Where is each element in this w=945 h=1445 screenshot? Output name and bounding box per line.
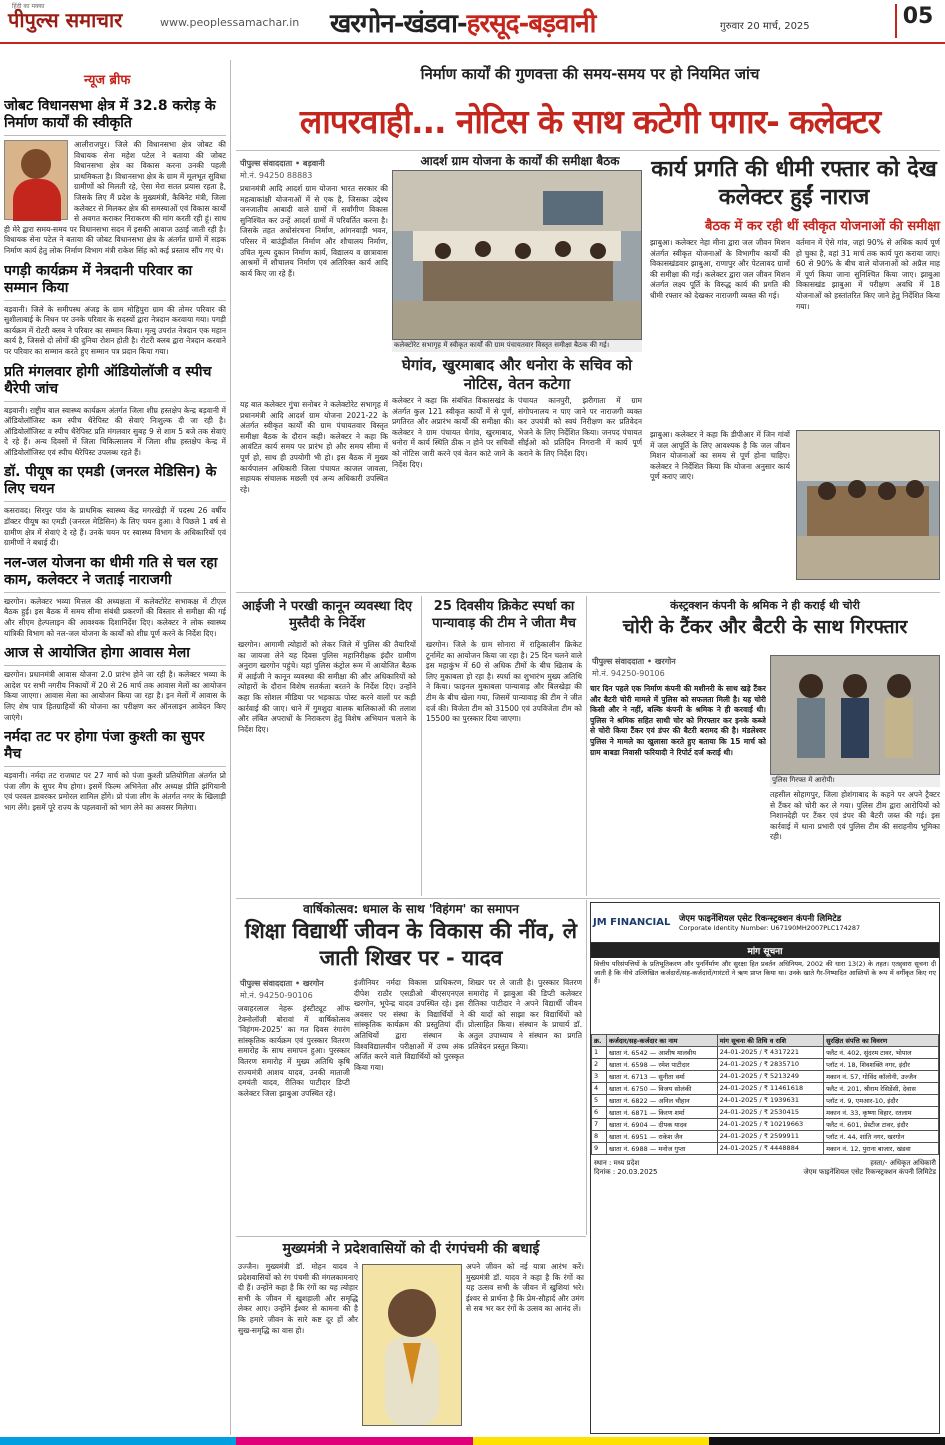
ad-table-cell: 7 [592, 1119, 607, 1131]
ad-table-cell: प्लॉट नं. 44, शांति नगर, खरगोन [824, 1131, 939, 1143]
edition-title [330, 4, 595, 40]
cm-headline: मुख्यमंत्री ने प्रदेशवासियों को दी रंगपंचमी की बधाई [282, 1241, 540, 1257]
brief-story-5 [4, 555, 226, 639]
ad-table-cell: 6 [592, 1107, 607, 1119]
cm-body-col1: उज्जैन। मुख्यमंत्री डॉ. मोहन यादव ने प्रदेशवासियों को रंग पंचमी की मंगलकामनाएं दी हैं। उन्होंने कहा है कि रंगों का यह त्योहार सभी के जीवन में खुशहाली और समृद्धि लेकर आए। उन्होंने ईश्वर से कामना की है कि हमारे जीवन के सारे कष्ट दूर हों और सुख-समृद्धि का वास हो। [238, 1262, 358, 1335]
ad-table-row [592, 1071, 939, 1083]
ad-company: जेएम फाइनेंशियल एसेट रिकन्स्ट्रक्शन कंपनी लिमिटेड [679, 914, 842, 924]
ad-table-cell: 24-01-2025 / ₹ 4317221 [717, 1047, 823, 1059]
ad-table-cell: खाता नं. 6750 — विजय सोलंकी [607, 1083, 718, 1095]
brief-body: बड़वानी। राष्ट्रीय बाल स्वास्थ्य कार्यक्रम अंतर्गत जिला शीघ्र हस्तक्षेप केन्द्र बड़वानी में ऑडियोलॉजिस्ट कम स्पीच थैरेपिस्ट की सेवाएं निःशुल्क दी जा रही है। ऑडियोलॉजिस्ट व स्पीच थैरेपिस्ट प्रति मंगलवार सुबह 9 से शाम 5 बजे तक सेवाएं दे रहे हैं। अन्य दिवसों में जिला चिकित्सालय में जिला शीघ्र हस्तक्षेप केन्द्र में ऑडियोलॉजिस्ट एवं स्पीच थैरेपिस्ट उपलब्ध रहते हैं। [4, 405, 226, 457]
color-swatch-magenta [236, 1437, 472, 1445]
ad-table-row [592, 1059, 939, 1071]
brief-story-1 [4, 98, 226, 257]
ad-table-cell: फ्लैट नं. 402, सुंदरम टावर, भोपाल [824, 1047, 939, 1059]
top-story-body-col2: यह बात कलेक्टर गुंचा सनोबर ने कलेक्टोरेट सभागृह में प्रधानमंत्री आदि आदर्श ग्राम योजना 2021-22 के अंतर्गत स्वीकृत कार्यों की ग्राम पंचायतवार विस्तृत समीक्षा बैठक के दौरान कही। कलेक्टर ने कहा कि आवंटित कार्य समय पर प्रारंभ हो और समय सीमा में पूर्ण हो, साथ ही उपयोगी भी हो। इस बैठक में मुख्य कार्यपालन अधिकारी जिला पंचायत काजल जावला, सहायक संचालक मछली एवं अन्य अधिकारी उपस्थित रहे। [240, 400, 388, 494]
registration-color-bar [0, 1437, 945, 1445]
ad-table-cell: खाता नं. 6542 — आशीष मालवीय [607, 1047, 718, 1059]
ad-table-cell: प्लॉट नं. 9, एमआर-10, इंदौर [824, 1095, 939, 1107]
brief-story-7 [4, 729, 226, 813]
brief-story-2 [4, 263, 226, 358]
ad-table-row [592, 1047, 939, 1059]
ad-table-cell: 24-01-2025 / ₹ 10219663 [717, 1119, 823, 1131]
ad-table-cell: 24-01-2025 / ₹ 2530415 [717, 1107, 823, 1119]
brief-story-3 [4, 364, 226, 459]
brief-body: बड़वानी। जिले के समीपस्थ अंजड़ के ग्राम मोहिपुरा ग्राम की तोमर परिवार की सुशीलाबाई के निधन पर उनके परिवार के सदस्यों द्वारा नेत्रदान करवाया गया। पगड़ी कार्यक्रम में रोटरी क्लब ने परिवार का सम्मान किया। मृत्यु उपरांत नेत्रदान एक महान कार्य है, जिससे दो लोगों की दुनिया रोशन होती है। रोटरी क्लब द्वारा नेत्रदान करवाने पर परिवार का सम्मान करते हुए सम्मान पत्र प्रदान किया गया। [4, 304, 226, 356]
arrest-photo-caption: पुलिस गिरफ्त में आरोपी। [770, 775, 940, 787]
top-story-banner: लापरवाही... नोटिस के साथ कटेगी पगार- कलेक्टर [299, 102, 881, 141]
ad-cin: Corporate Identity Number: U67190MH2007PLC174287 [679, 924, 861, 932]
column-divider [421, 596, 422, 896]
mla-portrait [4, 140, 68, 220]
page-number: 05 [895, 4, 939, 38]
brand-logo: पीपुल्स समाचार [8, 8, 123, 32]
meeting-photo-caption: कलेक्टोरेट सभागृह में स्वीकृत कार्यों की ग्राम पंचायतवार विस्तृत समीक्षा बैठक की गई। [392, 340, 642, 352]
ad-table-cell: खाता नं. 6988 — मनोज गुप्ता [607, 1143, 718, 1155]
ad-table-cell: फ्लैट नं. 601, प्रेस्टीज टावर, इंदौर [824, 1119, 939, 1131]
review-subhead: बैठक में कर रही थीं स्वीकृत योजनाओं की समीक्षा [705, 219, 940, 234]
ad-intro: वित्तीय परिसंपत्तियों के प्रतिभूतिकरण और पुनर्निर्माण और सुरक्षा हित प्रवर्तन अधिनियम, 2002 की धारा 13(2) के तहत। एतद्द्वारा सूचना दी जाती है कि नीचे उल्लिखित कर्जदारों/सह-कर्जदारों/गारंटरों ने ऋण प्राप्त किया था। उनके खाते गैर-निष्पादित आस्तियों के रूप में वर्गीकृत किए गए हैं। [594, 960, 936, 985]
notice-body-col1: कलेक्टर ने कहा कि संबंधित विकासखंड के अंतर्गत कुल 121 स्वीकृत कार्यों में से पूर्ण, प्रगतिरत और अप्रारंभ कार्यों की समीक्षा की। कलेक्टर ने ग्राम पंचायत घेगांव, खुरमाबाद, धनोरा में कार्य स्थिति ठीक न होने पर सचिवों को नोटिस जारी करने एवं वेतन काटे जाने के निर्देश दिए। [392, 396, 514, 469]
brief-story-6 [4, 645, 226, 723]
brief-body: खरगोन। प्रधानमंत्री आवास योजना 2.0 प्रारंभ होने जा रही है। कलेक्टर भव्या के आदेश पर सभी नगरीय निकायों में 20 से 26 मार्च तक आवास मेलों का आयोजन किया जाएगा। आवास मेला का आयोजन किया जा रहा है। इन मेलों में आवास के लिए शेष पात्र हितग्राहियों की योजना का परीक्षण कर ऑनलाइन आवेदन किए जाएंगे। [4, 670, 226, 722]
ad-table-cell: फ्लैट नं. 201, श्रीराम रेसिडेंसी, देवास [824, 1083, 939, 1095]
ad-table-row [592, 1143, 939, 1155]
ad-table-cell: खाता नं. 6904 — दीपक यादव [607, 1119, 718, 1131]
rule [236, 1236, 586, 1237]
vigyan-headline: शिक्षा विद्यार्थी जीवन के विकास की नींव, ले जाती शिखर पर - यादव [245, 919, 577, 970]
ad-table-cell: 24-01-2025 / ₹ 1939631 [717, 1095, 823, 1107]
color-swatch-cyan [0, 1437, 236, 1445]
ad-table-row [592, 1095, 939, 1107]
arrest-illustration [771, 656, 939, 774]
ad-table-cell: 3 [592, 1071, 607, 1083]
ad-table-cell: 9 [592, 1143, 607, 1155]
jm-financial-ad [590, 902, 940, 1434]
column-divider [230, 60, 231, 1435]
ad-table-cell: खाता नं. 6713 — सुनीता वर्मा [607, 1071, 718, 1083]
brief-body: आलीराजपुर। जिले की विधानसभा क्षेत्र जोबट की विधायक सेना महेश पटेल ने बताया की जोबट विधानसभा क्षेत्र का विकास करना उनकी पहली प्राथमिकता है। विधानसभा क्षेत्र के ग्राम में मूलभूत सुविधा ग्रामीणों को मिलती रहे, ऐसा मेरा सतत प्रयास रहता है, जिसके लिए मैं प्रदेश के मुख्यमंत्री, कैबिनेट मंत्री, जिला कलेक्टर से मिलकर क्षेत्र की समस्याओं एवं विकास कार्यों से अवगत कराकर निराकरण की मांग करती रही हूं। साथ ही मेरे द्वारा समय-समय पर विधानसभा सदन में इसकी आवाज उठाई जाती रही है। विधायक सेना पटेल ने बताया की जोबट विधानसभा क्षेत्र के अंतर्गत ग्रामों में सड़क निर्माण कार्य हेतु लोक निर्माण विभाग मंत्री राकेश सिंह को कई प्रस्ताव सौंप गए थे। [4, 140, 226, 255]
theft-headline: चोरी के टैंकर और बैटरी के साथ गिरफ्तार [622, 616, 908, 638]
ad-table [591, 1034, 939, 1155]
rule [236, 592, 940, 593]
notice-body-col2: पंचायत कानपुरी, झरीगाता में ग्राम संगोपनालय न पाए जाने पर नाराजगी व्यक्त कर उपयंत्री को स्वयं निरीक्षण कर प्रतिवेदन भेजने के लिए निर्देशित किया। जनपद पंचायत सीईओ को प्रतिदिन निगरानी में कार्य पूर्ण कराने के लिए निर्देश दिए। [518, 396, 642, 458]
ad-table-cell: 2 [592, 1059, 607, 1071]
ad-table-cell: खाता नं. 6822 — अनिल चौहान [607, 1095, 718, 1107]
vigyan-byline: पीपुल्स संवाददाता • खरगोन [240, 979, 324, 988]
vigyan-mobile: मो.नं. 94250-90106 [240, 991, 313, 1000]
ad-table-row [592, 1107, 939, 1119]
ad-table-cell: खाता नं. 6871 — किरण शर्मा [607, 1107, 718, 1119]
edition-part2: हरसूद-बड़वानी [466, 9, 596, 39]
ad-table-body [592, 1047, 939, 1155]
notice-body-col3: झाबुआ। कलेक्टर ने कहा कि डीपीआर में जिन गांवों में जल आपूर्ति के लिए आवश्यक है कि जल जीवन मिशन योजनाओं का समय से पूर्ण होना चाहिए। कलेक्टर ने निर्देशित किया कि योजना अनुसार कार्य पूर्ण कराए जाएं। [650, 430, 790, 482]
cricket-body: खरगोन। जिले के ग्राम सोनारा में राठ्रिकालीन क्रिकेट टूर्नामेंट का आयोजन किया जा रहा है। 25 दिन चलने वाले इस महाकुंभ में 60 से अधिक टीमों के बीच खिताब के लिए मुकाबला हो रहा है। स्पर्धा का शुभारंभ मुख्य अतिथि ने किया। फाइनल मुकाबला पान्यावाड़ और बिलखेड़ा की टीम के बीच खेला गया, जिसमें पान्यावाड़ की टीम ने जीत दर्ज की। विजेता टीम को 31500 एवं उपविजेता टीम को 15500 का पुरस्कार दिया जाएगा। [426, 640, 582, 724]
brief-headline: प्रति मंगलवार होगी ऑडियोलॉजी व स्पीच थैरेपी जांच [4, 364, 226, 402]
color-swatch-yellow [473, 1437, 709, 1445]
ad-col-header: कर्जदार/सह-कर्जदार का नाम [607, 1035, 718, 1047]
ad-table-cell: खाता नं. 6951 — राकेश जैन [607, 1131, 718, 1143]
arrest-photo [770, 655, 940, 775]
ad-table-row [592, 1083, 939, 1095]
notice-headline: घेगांव, खुरमाबाद और धनोरा के सचिव को नोटिस, वेतन कटेगा [402, 356, 632, 393]
ad-footer-company: जेएम फाइनेंशियल एसेट रिकन्स्ट्रक्शन कंपनी लिमिटेड [803, 1168, 936, 1176]
ad-table-cell: 1 [592, 1047, 607, 1059]
review-body-col2: वर्तमान में ऐसे गांव, जहां 90% से अधिक कार्य पूर्ण हो चुका है, वहां 31 मार्च तक कार्य पूरा कराया जाए। 60 से 90% के बीच वाले योजनाओं को अप्रैल माह में पूर्ण किया जाना सुनिश्चित किया जाए। झाबुआ विकासखंड झाबुआ में परीक्षण अवधि में 18 योजनाओं को हस्तांतरित किए जाने हेतु निर्देशित किया गया। [796, 238, 940, 311]
ad-col-header: क्र. [592, 1035, 607, 1047]
site-url[interactable]: www.peoplessamachar.in [160, 16, 300, 29]
ad-logo: JM FINANCIAL [593, 917, 671, 928]
ad-footer-place: स्थान : मध्य प्रदेश [594, 1159, 640, 1167]
meeting-illustration [393, 171, 641, 339]
ad-table-cell: मकान नं. 12, पुराना बाजार, खंडवा [824, 1143, 939, 1155]
photo-kicker: आदर्श ग्राम योजना के कार्यों की समीक्षा बैठक [420, 154, 620, 168]
review-meeting-photo [796, 430, 940, 580]
ad-col-header: मांग सूचना की तिथि व राशि [717, 1035, 823, 1047]
top-story-body-col1: प्रधानमंत्री आदि आदर्श ग्राम योजना भारत सरकार की महत्वाकांक्षी योजनाओं में से एक है, जिसका उद्देश्य जनजातीय आबादी वाले ग्रामों में सर्वांगीण विकास सुनिश्चित कर उन्हें आदर्श ग्रामों में परिवर्तित करना है। जिसके तहत अधोसंरचना निर्माण, आंगनवाड़ी भवन, परिसर में बाउंड्रीवॉल निर्माण और शौचालय निर्माण, उचित मूल्य दुकान निर्माण कार्य, विद्यालय व छात्रावास आश्रमों में शौचालय निर्माण एवं अतिरिक्त कार्य आदि कार्य किए जा रहे हैं। [240, 184, 388, 278]
vigyan-body-col3: शिखर पर ले जाती है। पुरस्कार वितरण समारोह में झाबुआ की डिप्टी कलेक्टर रीतिका पाटीदार ने अपने विद्यार्थी जीवन की यादों को साझा कर विद्यार्थियों को प्रोत्साहित किया। संस्थान के प्राचार्य डॉ. अतुल उपाध्याय ने संस्थान का प्रगति प्रतिवेदन प्रस्तुत किया। [468, 978, 582, 1051]
ad-col-header: सुरक्षित संपत्ति का विवरण [824, 1035, 939, 1047]
ad-table-cell: 24-01-2025 / ₹ 2835710 [717, 1059, 823, 1071]
theft-kicker: कंस्ट्रक्शन कंपनी के श्रमिक ने ही कराई थी चोरी [670, 599, 860, 612]
brief-headline: डॉ. पीयूष का एमडी (जनरल मेडिसिन) के लिए चयन [4, 464, 226, 502]
cm-portrait-illustration [363, 1265, 461, 1425]
ad-table-cell: 24-01-2025 / ₹ 5213249 [717, 1071, 823, 1083]
column-divider [586, 596, 587, 896]
top-story-mobile: मो.नं. 94250 88883 [240, 171, 313, 180]
ad-table-cell: 5 [592, 1095, 607, 1107]
edition-part1: खरगोन-खंडवा- [330, 9, 467, 39]
cricket-headline: 25 दिवसीय क्रिकेट स्पर्धा का पान्यावाड़ की टीम ने जीता मैच [432, 599, 576, 631]
brand-tagline: हिंदी का मक्का [12, 3, 45, 10]
ad-table-cell: 4 [592, 1083, 607, 1095]
brief-headline: आज से आयोजित होगा आवास मेला [4, 645, 226, 666]
top-story-byline: पीपुल्स संवाददाता • बड़वानी [240, 159, 325, 168]
ig-body: खरगोन। आगामी त्योहारों को लेकर जिले में पुलिस की तैयारियों का जायजा लेने यह दिवस पुलिस महानिरीक्षक इंदौर ग्रामीण अनुराग खरगोन पहुंचे। यहां पुलिस कंट्रोल रूम में आयोजित बैठक में आईजी ने कानून व्यवस्था की समीक्षा की और अधिकारियों को त्योहारों के दौरान विशेष सतर्कता बरतने के निर्देश दिए। उन्होंने कहा कि सोशल मीडिया पर भड़काऊ पोस्ट करने वालों पर कड़ी कार्रवाई की जाए। थाने में गुमशुदा बालक बालिकाओं की तलाश और लंबित अपराधों के निराकरण हेतु विशेष अभियान चलाने के निर्देश दिए। [238, 640, 416, 734]
ad-table-cell: 24-01-2025 / ₹ 4448884 [717, 1143, 823, 1155]
ad-footer-sign: हस्ता/- अधिकृत अधिकारी [870, 1159, 936, 1167]
ad-table-cell: 24-01-2025 / ₹ 11461618 [717, 1083, 823, 1095]
vigyan-kicker: वार्षिकोत्सव: धमाल के साथ 'विहंगम' का समापन [303, 902, 519, 916]
ad-table-cell: खाता नं. 6598 — रमेश पाटीदार [607, 1059, 718, 1071]
brief-headline: जोबट विधानसभा क्षेत्र में 32.8 करोड़ के निर्माण कार्यों की स्वीकृति [4, 98, 226, 136]
brief-body: खरगोन। कलेक्टर भव्या मित्तल की अध्यक्षता में कलेक्टोरेट सभाकक्ष में टीएल बैठक हुई। इस बैठक में समय सीमा संबंधी प्रकरणों की विस्तार से समीक्षा की गई और सीएम हेल्पलाइन की आवश्यक दिशानिर्देश दिए। कलेक्टर ने लोक स्वास्थ्य यांत्रिकी विभाग को नल-जल योजना के कार्यों को शीघ्र पूर्ण करने के निर्देश दिए। [4, 596, 226, 638]
color-swatch-black [709, 1437, 945, 1445]
cm-body-col2: अपने जीवन को नई यात्रा आरंभ करें। मुख्यमंत्री डॉ. यादव ने कहा है कि रंगों का यह उत्सव सभी के जीवन में खुशियां भरे। ईश्वर से प्रार्थना है कि प्रेम-सौहार्द और उमंग से सब भर कर रंगों के उत्सव का आनंद लें। [466, 1262, 584, 1314]
brief-body: कसरावद। सिरपुर पांव के प्राथमिक स्वास्थ्य केंद्र मगरखेड़ी में पदस्थ 26 वर्षीय डॉक्टर पीयूष का एमडी (जनरल मेडिसिन) के लिए चयन हुआ। वे पिछले 1 वर्ष से ग्रामीण क्षेत्र में सेवाएं दे रहे हैं। उनके चयन पर स्वास्थ्य विभाग के अधिकारियों एवं ग्रामीणों ने बधाई दी। [4, 506, 226, 548]
brief-story-4 [4, 464, 226, 548]
ad-table-cell: मकान नं. 33, कृष्णा विहार, रतलाम [824, 1107, 939, 1119]
vigyan-body-col2: इंजीनियर नर्मदा विकास प्राधिकरण, दीपेश राठौर एसडीओ बीएसएनएल खरगोन, भूपेन्द्र यादव उपस्थित रहे। इस अवसर पर संस्था के विद्यार्थियों ने सांस्कृतिक कार्यक्रम की प्रस्तुतियां दीं। अतिथियों द्वारा संस्थान के विश्वविद्यालयीन परीक्षाओं में उच्च अंक अर्जित करने वाले विद्यार्थियों को पुरस्कृत किया गया। [354, 978, 464, 1072]
ad-table-cell: 24-01-2025 / ₹ 2599911 [717, 1131, 823, 1143]
ad-table-row [592, 1131, 939, 1143]
meeting-photo [392, 170, 642, 340]
theft-mobile: मो.नं. 94250-90106 [592, 669, 665, 678]
left-column [4, 92, 226, 1427]
ig-headline: आईजी ने परखी कानून व्यवस्था दिए मुस्तैदी के निर्देश [241, 599, 413, 631]
theft-byline: पीपुल्स संवाददाता • खरगोन [592, 657, 676, 666]
top-story-kicker: निर्माण कार्यों की गुणवत्ता की समय-समय पर हो नियमित जांच [420, 65, 760, 83]
brief-headline: पगड़ी कार्यक्रम में नेत्रदानी परिवार का सम्मान किया [4, 263, 226, 301]
ad-table-cell: 8 [592, 1131, 607, 1143]
ad-footer [591, 1155, 939, 1177]
review-body-col1: झाबुआ। कलेक्टर नेहा मीना द्वारा जल जीवन मिशन अंतर्गत स्वीकृत योजनाओं के विभागीय कार्यों की विकासखंडवार झाबुआ, राणापुर और पेटलावद ग्रामों की समीक्षा की गई। कलेक्टर द्वारा जल जीवन मिशन अंतर्गत लक्ष्य पूर्ति के विरुद्ध कार्य की प्रगति की धीमी रफ्तार को देखकर नाराजगी व्यक्त की गई। [650, 238, 790, 300]
news-brief-label: न्यूज ब्रीफ [84, 73, 131, 88]
theft-body-col2: तहसील सोहागपुर, जिला होशंगाबाद के कहने पर अपने ट्रैक्टर से टैंकर को चोरी कर ले गया। पुलिस टीम द्वारा आरोपियों को निशानदेही पर टैंकर एवं डंपर की बैटरी जब्त की गई। इस कार्रवाई में थाना प्रभारी एवं पुलिस टीम की सराहनीय भूमिका रही। [770, 790, 940, 842]
ad-table-row [592, 1119, 939, 1131]
ad-table-cell: प्लॉट नं. 18, शिवशक्ति नगर, इंदौर [824, 1059, 939, 1071]
issue-date: गुरुवार 20 मार्च, 2025 [720, 21, 810, 32]
vigyan-body-col1: जवाहरलाल नेहरू इंस्टीट्यूट ऑफ टेक्नोलॉजी बोरावां में वार्षिकोत्सव 'विहंगम-2025' का गत दिवस रंगारंग सांस्कृतिक कार्यक्रम एवं पुरस्कार वितरण समारोह के साथ समापन हुआ। पुरस्कार वितरण समारोह में मुख्य अतिथि कृषि राज्यमंत्री आशय यादव, उनकी माताजी दमयंती यादव, रीतिका पाटीदार डिप्टी कलेक्टर जिला झाबुआ उपस्थित रहे। [238, 1004, 350, 1098]
review-headline: कार्य प्रगति की धीमी रफ्तार को देख कलेक्टर हुईं नाराज [651, 157, 937, 210]
rule [236, 898, 940, 899]
brief-headline: नल-जल योजना का धीमी गति से चल रहा काम, कलेक्टर ने जताई नाराजगी [4, 555, 226, 593]
ad-title: मांग सूचना [591, 943, 939, 958]
brief-headline: नर्मदा तट पर होगा पंजा कुश्ती का सुपर मैच [4, 729, 226, 767]
ad-table-cell: मकान नं. 57, गोविंद कॉलोनी, उज्जैन [824, 1071, 939, 1083]
brief-body: बड़वानी। नर्मदा तट राजघाट पर 27 मार्च को पंजा कुश्ती प्रतियोगिता अंतर्गत प्रो पंजा लीग के सुपर मैच होगा। इसमें फिल्म अभिनेता और अध्यक्ष प्रीति झंगियानी एवं परवल डावरकर प्रमोरल शामिल होंगे। प्रो पंजा लीग के अंतर्गत नगर के खिलाड़ी भाग लेंगे। इसमें पूरे राज्य के पहलवानों को भाग लेने का अवसर मिलेगा। [4, 771, 226, 812]
review-meeting-illustration [797, 431, 939, 579]
rule [236, 150, 940, 151]
cm-portrait [362, 1264, 462, 1426]
column-divider [586, 900, 587, 1235]
theft-body-col1: चार दिन पहले एक निर्माण कंपनी की मशीनरी के साथ खड़े टैंकर और बैटरी चोरी मामले में पुलिस को सफलता मिली है। यह चोरी किसी और ने नहीं, बल्कि कंपनी के श्रमिक ने ही करवाई थी। पुलिस ने श्रमिक सहित साथी चोर को गिरफ्तार कर इनके कब्जे से चोरी किया टैंकर एवं डंपर की बैटरी बरामद की है। मंडलेश्वर पुलिस ने मामले का खुलासा करते हुए बताया कि 15 मार्च को ग्राम बाबडा निवासी फरियादी ने रिपोर्ट दर्ज कराई थी। [590, 684, 766, 757]
ad-footer-date: दिनांक : 20.03.2025 [594, 1168, 658, 1176]
